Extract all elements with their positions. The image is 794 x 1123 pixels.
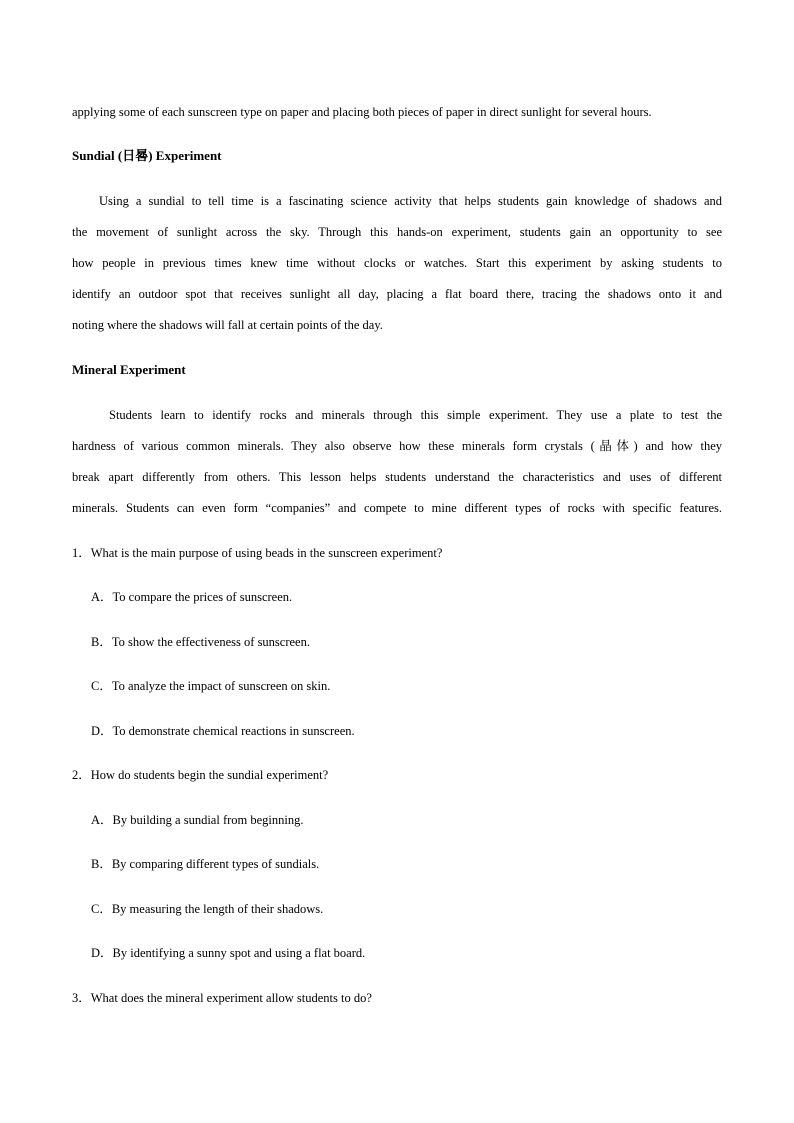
question-1-stem: 1．What is the main purpose of using beads in the sunscreen experiment? — [72, 546, 443, 560]
question-2-stem: 2．How do students begin the sundial experiment? — [72, 768, 329, 782]
question-2-option-c: C．By measuring the length of their shadows. — [91, 902, 324, 916]
question-2-option-a: A．By building a sundial from beginning. — [91, 813, 304, 827]
sundial-heading: Sundial (日晷) Experiment — [72, 148, 222, 163]
sundial-line-5: noting where the shadows will fall at certain points of the day. — [72, 318, 383, 332]
intro-line: applying some of each sunscreen type on paper and placing both pieces of paper in direct sunlight for several hours. — [72, 105, 652, 119]
question-1-option-d: D．To demonstrate chemical reactions in sunscreen. — [91, 724, 355, 738]
question-3-stem: 3．What does the mineral experiment allow students to do? — [72, 991, 372, 1005]
question-1-option-c: C．To analyze the impact of sunscreen on skin. — [91, 679, 331, 693]
mineral-line-2: hardness of various common minerals. They also observe how these minerals form crystals (晶体) and how they — [72, 439, 722, 453]
question-1-option-b: B．To show the effectiveness of sunscreen. — [91, 635, 310, 649]
sundial-line-4: identify an outdoor spot that receives sunlight all day, placing a flat board there, tracing the shadows onto it and — [72, 287, 722, 301]
sundial-line-3: how people in previous times knew time without clocks or watches. Start this experiment by asking students to — [72, 256, 722, 270]
mineral-line-3: break apart differently from others. This lesson helps students understand the characteristics and uses of different — [72, 470, 722, 484]
sundial-line-1: Using a sundial to tell time is a fascinating science activity that helps students gain knowledge of shadows and — [99, 194, 722, 208]
question-2-option-d: D．By identifying a sunny spot and using a flat board. — [91, 946, 366, 960]
question-1-option-a: A．To compare the prices of sunscreen. — [91, 590, 293, 604]
question-2-option-b: B．By comparing different types of sundials. — [91, 857, 320, 871]
mineral-line-4: minerals. Students can even form “companies” and compete to mine different types of rocks with specific features. — [72, 501, 722, 515]
sundial-line-2: the movement of sunlight across the sky. Through this hands-on experiment, students gain an opportunity to see — [72, 225, 722, 239]
mineral-line-1: Students learn to identify rocks and minerals through this simple experiment. They use a plate to test the — [109, 408, 722, 422]
mineral-heading: Mineral Experiment — [72, 362, 186, 377]
